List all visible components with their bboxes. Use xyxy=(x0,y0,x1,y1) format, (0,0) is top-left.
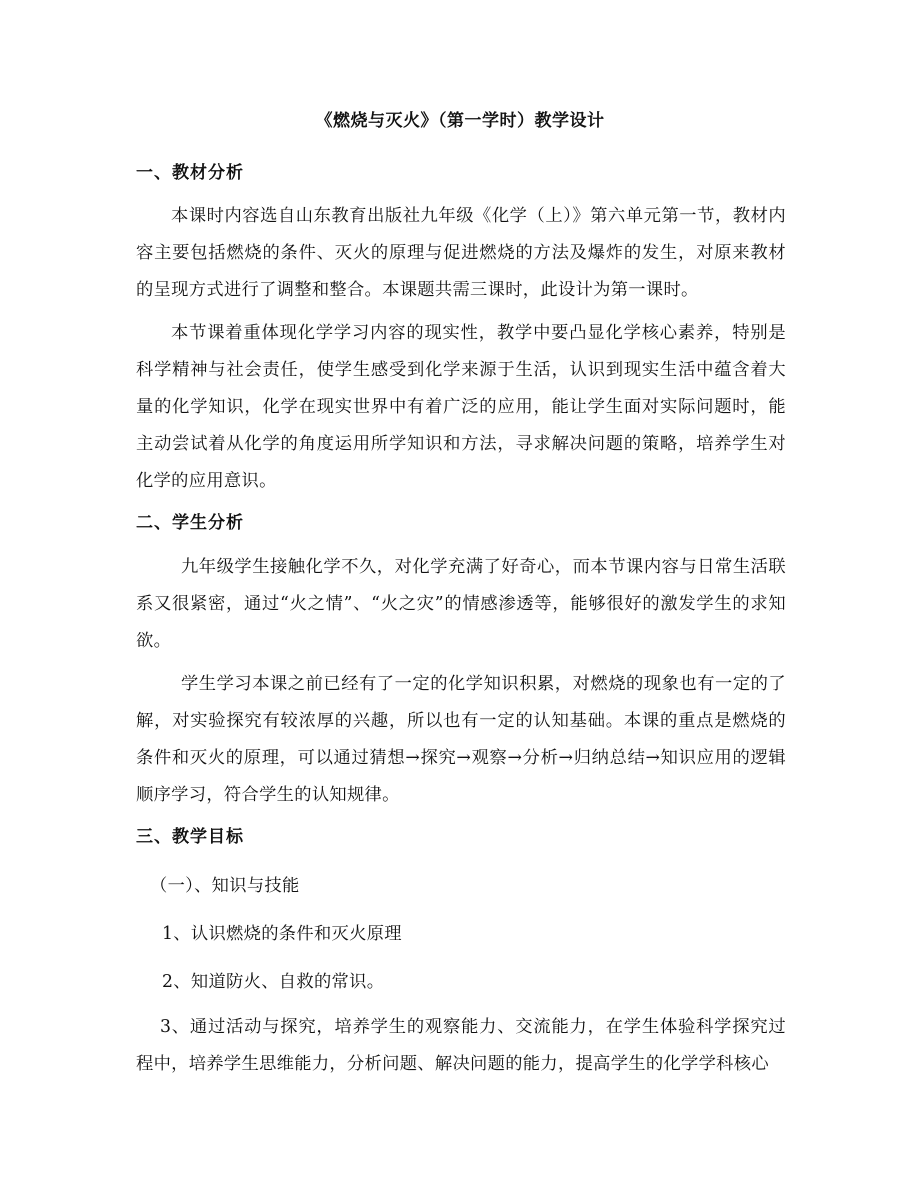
paragraph-textbook-analysis-2: 本节课着重体现化学学习内容的现实性，教学中要凸显化学核心素养，特别是科学精神与社会责任，使学生感受到化学来源于生活，认识到现实生活中蕴含着大量的化学知识，化学在现实世界中有着广泛的应用，能让学生面对实际问题时，能主动尝试着从化学的角度运用所学知识和方法，寻求解决问题的策略，培养学生对化学的应用意识。 xyxy=(136,323,786,491)
subheading-knowledge-skills: （一）、知识与技能 xyxy=(150,876,300,896)
document-title: 《燃烧与灭火》（第一学时）教学设计 xyxy=(315,111,605,131)
section-heading-teaching-goals: 三、教学目标 xyxy=(136,827,244,847)
goal-item-3: 3、通过活动与探究，培养学生的观察能力、交流能力，在学生体验科学探究过程中，培养学生思维能力，分析问题、解决问题的能力，提高学生的化学学科核心 xyxy=(136,1017,786,1074)
section-heading-textbook-analysis: 一、教材分析 xyxy=(136,163,244,183)
section-heading-student-analysis: 二、学生分析 xyxy=(136,513,244,533)
paragraph-student-analysis-1: 九年级学生接触化学不久，对化学充满了好奇心，而本节课内容与日常生活联系又很紧密，通过“火之情”、“火之灾”的情感渗透等，能够很好的激发学生的求知欲。 xyxy=(136,557,786,651)
paragraph-student-analysis-2: 学生学习本课之前已经有了一定的化学知识积累，对燃烧的现象也有一定的了解，对实验探究有较浓厚的兴趣，所以也有一定的认知基础。本课的重点是燃烧的条件和灭火的原理，可以通过猜想→探究→观察→分析→归纳总结→知识应用的逻辑顺序学习，符合学生的认知规律。 xyxy=(136,674,786,805)
goal-item-2: 2、知道防火、自救的常识。 xyxy=(162,972,385,992)
paragraph-textbook-analysis-1: 本课时内容选自山东教育出版社九年级《化学（上）》第六单元第一节，教材内容主要包括燃烧的条件、灭火的原理与促进燃烧的方法及爆炸的发生，对原来教材的呈现方式进行了调整和整合。本课题共需三课时，此设计为第一课时。 xyxy=(136,206,786,300)
goal-item-1: 1、认识燃烧的条件和灭火原理 xyxy=(162,924,402,944)
